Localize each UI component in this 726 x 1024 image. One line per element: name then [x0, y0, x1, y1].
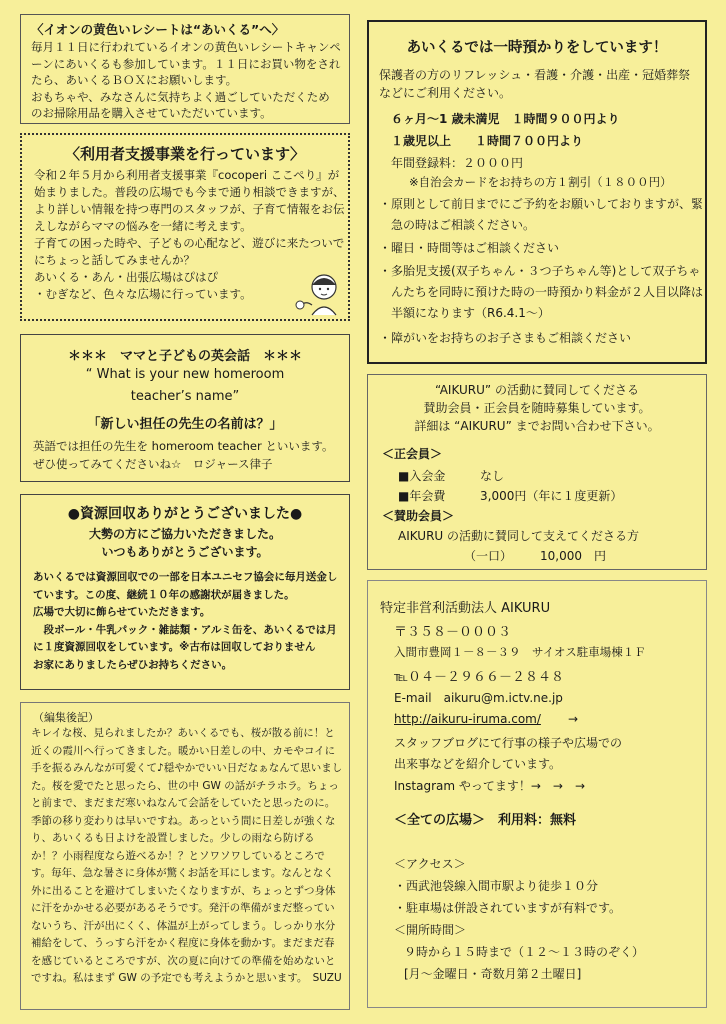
contact-org: 特定非営利活動法人 AIKURU [380, 601, 551, 616]
childcare-box [367, 20, 707, 364]
recycle-thanks2: いつもありがとうございます。 [101, 545, 269, 559]
member-line3: 詳細は “AIKURU” までお問い合わせ下さい。 [414, 419, 660, 433]
editor-title: （編集後記） [33, 711, 99, 724]
receipt-title: 〈イオンの黄色いレシートは“あいくる”へ〉 [31, 22, 285, 37]
member-support-unit: （一口） [464, 549, 513, 563]
contact-blog-line1: スタッフブログにて行事の様子や広場での [394, 736, 623, 750]
contact-plaza-fee: ＜全ての広場＞ 利用料：無料 [394, 813, 577, 828]
editor-box [20, 702, 350, 1010]
english-phrase-line1: “ What is your new homeroom [85, 367, 285, 382]
contact-instagram: Instagram やってます！→ → → [394, 779, 586, 793]
contact-email: E-mail aikuru@m.ictv.ne.jp [394, 691, 563, 705]
mother-child-illustration [290, 269, 346, 319]
english-box [20, 334, 350, 482]
contact-zip: 〒３５８－０００３ [394, 625, 512, 640]
contact-hours-heading: ＜開所時間＞ [394, 923, 467, 937]
childcare-title: あいくるでは一時預かりをしています！ [406, 40, 668, 56]
english-phrase-line2: teacher’s name” [130, 389, 240, 404]
editor-body: キレイな桜、見られましたか？あいくるでも、桜が散る前に！と近くの霞川へ行ってきました。暖かい日差しの中、カモやコイに手を振るみんなが可愛くて♪穏やかでいい日だなぁなんて思いました。桜を愛でたと思ったら、世の中 GW の話がチラホラ。ちょっと前まで、まだまだ寒いねなんて会話をしていたと思ったのに。季節の移り変わりは早いですね。あっという間に日差しが強くなり、あいくるも日よけを設置しました。少しの雨なら防げるか！？小雨程度なら遊べるか！？とソワソワしているところです。毎年、急な暑さに身体が驚くお話を耳にします。なんとなく外に出ることを避けてしまいたくなりますが、ちょっとずつ身体に汗をかかせる必要があるそうです。発汗の準備がまだ整っていないうち、汗が出にくく、体温が上がってしまう。しっかり水分補給をして、うっすら汗をかく程度に身体を動かす。まだまだ春を感じているところですが、次の夏に向けての準備を始めないとですね。私はまず GW の予定でも考えようかと思います。 SUZU [31, 727, 343, 984]
childcare-bullet1: ・原則として前日までにご予約をお願いしておりますが、緊急の時はご相談ください。 [379, 197, 704, 232]
contact-url-link[interactable]: http://aikuru-iruma.com/ [394, 712, 541, 726]
member-support-value: 10,000 円 [540, 549, 606, 563]
contact-access1: ・西武池袋線入間市駅より徒歩１０分 [394, 879, 599, 893]
member-annual-label: ■年会費 [398, 489, 446, 503]
childcare-reg: 年間登録料：２０００円 [391, 156, 524, 170]
member-line1: “AIKURU” の活動に賛同してくださる [435, 383, 639, 397]
recycle-box [20, 494, 350, 690]
member-regular-heading: ＜正会員＞ [382, 447, 443, 461]
childcare-bullet2: ・曜日・時間等はご相談ください [379, 241, 560, 255]
member-box [367, 374, 707, 570]
childcare-intro: 保護者の方のリフレッシュ・看護・介護・出産・冠婚葬祭などにご利用ください。 [379, 68, 691, 100]
childcare-bullet4: ・障がいをお持ちのお子さまもご相談ください [379, 331, 632, 345]
contact-box [367, 580, 707, 1008]
contact-url-arrow: → [568, 712, 579, 726]
member-support-heading: ＜賛助会員＞ [382, 509, 455, 523]
support-title: 〈利用者支援事業を行っています〉 [64, 145, 305, 163]
member-line2: 賛助会員・正会員を随時募集しています。 [423, 401, 651, 415]
english-title: ＊＊＊ ママと子どもの英会話 ＊＊＊ [67, 349, 302, 364]
english-translation: 「新しい担任の先生の名前は？」 [87, 417, 283, 432]
contact-hours1: ９時から１５時まで（１２～１３時のぞく） [404, 945, 645, 959]
contact-hours2: [月～金曜日・奇数月第２土曜日] [404, 967, 582, 981]
member-entry-value: なし [480, 469, 505, 483]
contact-access2: ・駐車場は併設されていますが有料です。 [394, 901, 622, 915]
support-body: 令和２年５月から利用者支援事業『cocoperi ここぺり』が始まりました。普段の広場でも今まで通り相談できますが、より詳しい情報を持つ専門のスタッフが、子育て情報をお伝えしながらママの悩みを一緒に考えます。 子育ての困った時や、子どもの心配など、遊びに来たついでにちょっと話してみませんか？ あいくる・あん・出張広場はぴはぴ ・むぎなど、色々な広場に行っています。 [34, 168, 345, 301]
contact-address: 入間市豊岡１－８－３９ サイオス駐車場棟１Ｆ [394, 645, 646, 659]
receipt-box [20, 14, 350, 124]
childcare-fee2: １歳児以上 １時間７００円より [391, 134, 584, 148]
recycle-title: ●資源回収ありがとうございました● [67, 506, 303, 522]
member-entry-label: ■入会金 [398, 469, 446, 483]
support-box [20, 133, 350, 321]
english-body: 英語では担任の先生を homeroom teacher といいます。ぜひ使ってみてくださいね☆ ロジャース律子 [33, 439, 334, 471]
childcare-discount: ※自治会カードをお持ちの方１割引（１８００円） [409, 175, 672, 189]
childcare-fee1: ６ヶ月～1 歳未満児 １時間９００円より [391, 112, 620, 126]
receipt-body: 毎月１１日に行われているイオンの黄色いレシートキャンペーンにあいくるも参加しています。１１日にお買い物をされたら、あいくるＢＯＸにお願いします。 おもちゃや、みなさんに気持ちよく過ごしていただくためのお掃除用品を購入させていただいています。 [31, 40, 341, 120]
contact-access-heading: ＜アクセス＞ [394, 857, 466, 871]
recycle-thanks1: 大勢の方にご協力いただきました。 [88, 527, 281, 541]
member-annual-value: 3,000円（年に１度更新） [480, 489, 623, 503]
childcare-bullet3: ・多胎児支援(双子ちゃん・３つ子ちゃん等)として双子ちゃんたちを同時に預けた時の一時預かり料金が２人目以降は半額になります（R6.4.1～） [379, 264, 704, 320]
contact-blog-line2: 出来事などを紹介しています。 [394, 757, 562, 771]
member-support-desc: AIKURU の活動に賛同して支えてくださる方 [398, 529, 640, 543]
contact-tel: ℡０４－２９６６－２８４８ [394, 670, 564, 685]
recycle-body: あいくるでは資源回収での一部を日本ユニセフ協会に毎月送金しています。この度、継続１０年の感謝状が届きました。 広場で大切に飾らせていただきます。 段ボール・牛乳パック・雑誌類・アルミ缶を、あいくるでは月に１度資源回収をしています。※古布は回収しておりません お家にありましたらぜひお持ちください。 [33, 571, 338, 671]
